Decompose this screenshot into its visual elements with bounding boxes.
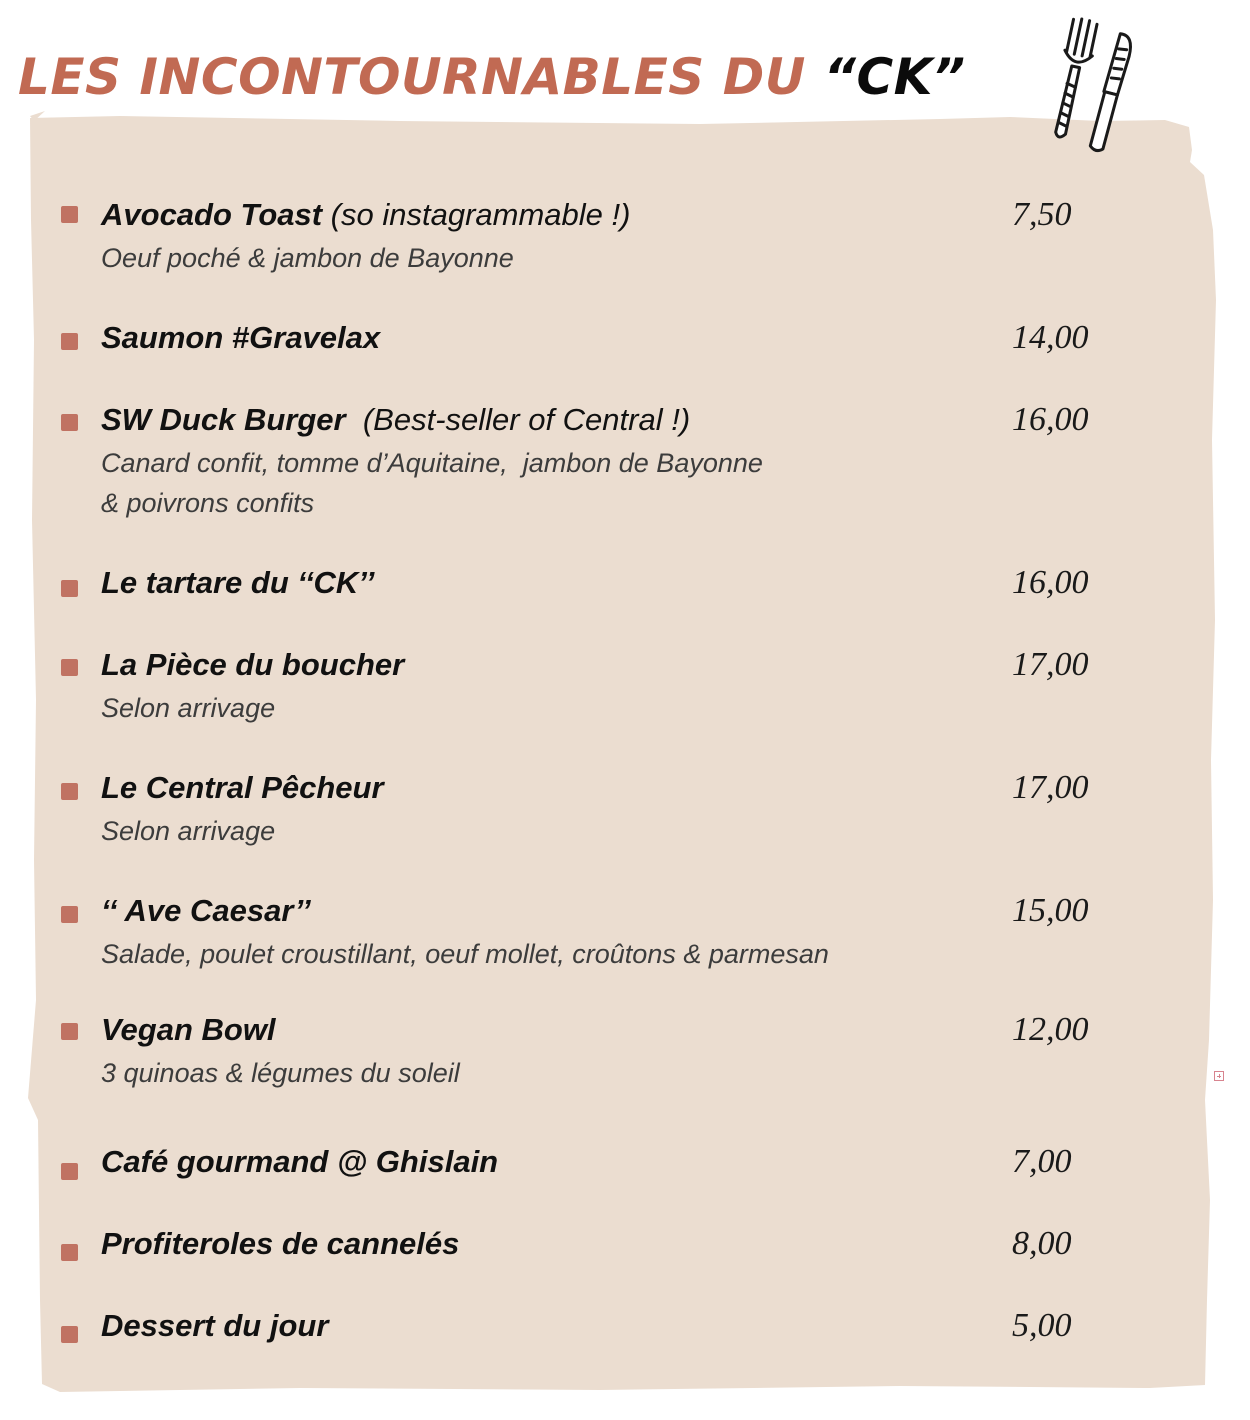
- item-price: 16,00: [1012, 401, 1089, 438]
- bullet-square-icon: [61, 906, 78, 923]
- item-price: 15,00: [1012, 892, 1089, 929]
- bullet-square-icon: [61, 1326, 78, 1343]
- item-description-line: Oeuf poché & jambon de Bayonne: [101, 243, 514, 273]
- bullet-square-icon: [61, 580, 78, 597]
- item-title: [101, 646, 404, 684]
- item-name: SW Duck Burger: [101, 402, 346, 437]
- item-title: [101, 1011, 276, 1049]
- bullet-square-icon: [61, 783, 78, 800]
- item-note: (so instagrammable !): [322, 197, 631, 232]
- title-main: LES INCONTOURNABLES DU: [18, 48, 824, 106]
- item-description: [101, 811, 275, 851]
- expand-icon[interactable]: [1214, 1071, 1224, 1081]
- item-title: [101, 1143, 498, 1181]
- item-description: [101, 443, 763, 523]
- item-description-line: Selon arrivage: [101, 816, 276, 846]
- item-note: (Best-seller of Central !): [345, 402, 691, 437]
- item-description: [101, 238, 514, 278]
- item-description-line: Canard confit, tomme d’Aquitaine, jambon de Bayonne: [101, 448, 763, 478]
- item-price: 5,00: [1012, 1307, 1072, 1344]
- item-name: Dessert du jour: [101, 1308, 329, 1343]
- bullet-square-icon: [61, 1244, 78, 1261]
- item-name: Le Central Pêcheur: [101, 770, 384, 805]
- item-description: [101, 934, 829, 974]
- item-name: Café gourmand @ Ghislain: [101, 1144, 499, 1179]
- bullet-square-icon: [61, 333, 78, 350]
- item-title: [101, 401, 690, 439]
- item-description-line: 3 quinoas & légumes du soleil: [101, 1058, 460, 1088]
- item-description: [101, 1053, 460, 1093]
- item-title: [101, 769, 384, 807]
- item-price: 8,00: [1012, 1225, 1072, 1262]
- item-description: [101, 688, 275, 728]
- item-description-line: & poivrons confits: [101, 488, 315, 518]
- item-title: [101, 564, 374, 602]
- bullet-square-icon: [61, 206, 78, 223]
- item-description-line: Salade, poulet croustillant, oeuf mollet, croûtons & parmesan: [101, 939, 829, 969]
- item-name: La Pièce du boucher: [101, 647, 405, 682]
- item-title: [101, 196, 630, 234]
- item-name: Avocado Toast: [101, 197, 323, 232]
- item-price: 14,00: [1012, 319, 1089, 356]
- item-price: 17,00: [1012, 769, 1089, 806]
- item-name: Profiteroles de cannelés: [101, 1226, 460, 1261]
- item-price: 7,00: [1012, 1143, 1072, 1180]
- item-name: Le tartare du ‘‘CK’’: [101, 565, 375, 600]
- bullet-square-icon: [61, 1023, 78, 1040]
- item-price: 16,00: [1012, 564, 1089, 601]
- item-price: 7,50: [1012, 196, 1072, 233]
- bullet-square-icon: [61, 1163, 78, 1180]
- bullet-square-icon: [61, 659, 78, 676]
- item-title: [101, 1307, 328, 1345]
- bullet-square-icon: [61, 414, 78, 431]
- title-accent: “CK”: [823, 48, 966, 106]
- item-title: [101, 1225, 459, 1263]
- item-price: 12,00: [1012, 1011, 1089, 1048]
- item-title: [101, 892, 311, 930]
- item-description-line: Selon arrivage: [101, 693, 276, 723]
- item-name: Vegan Bowl: [101, 1012, 276, 1047]
- item-title: [101, 319, 380, 357]
- item-name: Saumon #Gravelax: [101, 320, 381, 355]
- item-price: 17,00: [1012, 646, 1089, 683]
- item-name: ‘‘ Ave Caesar’’: [101, 893, 311, 928]
